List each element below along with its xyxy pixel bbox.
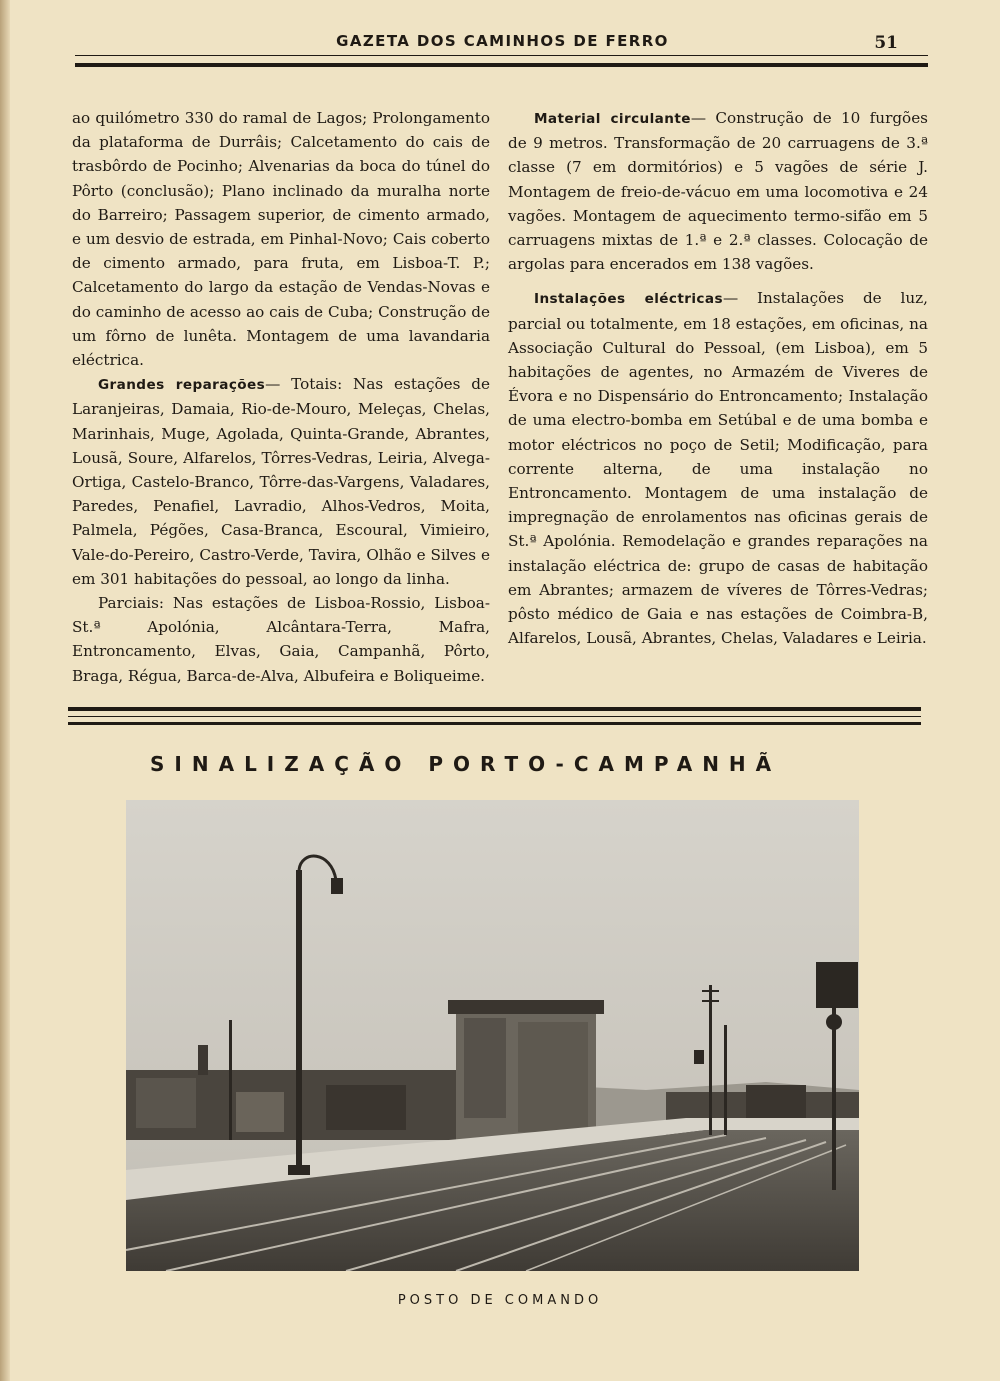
material-circulante-heading: Material circulante <box>534 111 691 127</box>
left-paragraph-parciais: Parciais: Nas estações de Lisboa-Rossio, Lisboa-St.ª Apolónia, Alcântara-Terra, Mafra, Entroncamento, Elvas, Gaia, Campanhã, Pôrto, Braga, Régua, Barca-de-Alva, Albufeira e Boliqueime. <box>72 594 490 685</box>
grandes-reparacoes-text: — Totais: Nas estações de Laranjeiras, Damaia, Rio-de-Mouro, Meleças, Chelas, Marinhais, Muge, Agolada, Quinta-Grande, Abrantes, Lousã, Soure, Alfarelos, Tôrres-Vedras, Leiria, Alvega-Ortiga, Castelo-Branco, Tôrre-das-Vargens, Valadares, Paredes, Penafiel, Lavradio, Alhos-Vedros, Moita, Palmela, Pégões, Casa-Branca, Escoural, Vimieiro, Vale-do-Pereiro, Castro-Verde, Tavira, Olhão e Silves e em 301 habitações do pessoal, ao longo da linha. <box>72 375 490 588</box>
section-rule-thick <box>68 707 921 711</box>
header-rule-thin <box>75 55 928 56</box>
left-paragraph-grandes <box>72 372 490 591</box>
instalacoes-electricas-heading: Instalações eléctricas <box>534 291 723 308</box>
section-title: SINALIZAÇÃO PORTO-CAMPANHÃ <box>150 752 782 776</box>
photo-caption: POSTO DE COMANDO <box>397 1293 603 1308</box>
left-paragraph-1: ao quilómetro 330 do ramal de Lagos; Prolongamento da plataforma de Durrâis; Calcetamento do cais de trasbôrdo de Pocinho; Alvenarias da boca do túnel do Pôrto (conclusão); Plano inclinado da muralha norte do Barreiro; Passagem superior, de cimento armado, e um desvio de estrada, em Pinhal-Novo; Cais coberto de cimento armado, para fruta, em Lisboa-T. P.; Calcetamento do largo da estação de Vendas-Novas e do caminho de acesso ao cais de Cuba; Construção de um fôrno de lunêta. Montagem de uma lavandaria eléctrica. <box>72 109 490 370</box>
section-rule-thick-2 <box>68 722 921 725</box>
section-rule-thin <box>68 716 921 717</box>
header-rule-thick <box>75 63 928 67</box>
grandes-reparacoes-heading: Grandes reparações <box>98 377 266 394</box>
page-header <box>75 28 930 58</box>
right-paragraph-material <box>508 106 928 276</box>
instalacoes-electricas-text: — Instalações de luz, parcial ou totalmente, em 18 estações, em oficinas, na Associação Cultural do Pessoal, (em Lisboa), em 5 habitações de agentes, no Armazém de Viveres de Évora e no Dispensário do Entroncamento; Instalação de uma electro-bomba em Setúbal e de uma bomba e motor eléctricos no poço de Setil; Modificação, para corrente alterna, de uma instalação no Entroncamento. Montagem de uma instalação de impregnação de enrolamentos nas oficinas gerais de St.ª Apolónia. Remodelação e grandes reparações na instalação eléctrica de: grupo de casas de habitação em Abrantes; armazem de víveres de Tôrres-Vedras; pôsto médico de Gaia e nas estações de Coimbra-B, Alfarelos, Lousã, Abrantes, Chelas, Valadares e Leiria. <box>508 289 928 648</box>
page-number: 51 <box>874 33 898 53</box>
journal-title: GAZETA DOS CAMINHOS DE FERRO <box>336 32 669 50</box>
material-circulante-text: — Construção de 10 furgões de 9 metros. Transformação de 20 carruagens de 3.ª classe (7 em dormitórios) e 5 vagões de série J. Montagem de freio-de-vácuo em uma locomotiva e 24 vagões. Montagem de aquecimento termo-sifão em 5 carruagens mixtas de 1.ª e 2.ª classes. Colocação de argolas para encerados em 138 vagões. <box>508 109 928 274</box>
right-paragraph-instalacoes <box>508 286 928 650</box>
signal-box-photo <box>126 800 859 1271</box>
left-column <box>72 106 490 688</box>
right-column <box>508 106 928 650</box>
page-edge <box>0 0 10 1381</box>
